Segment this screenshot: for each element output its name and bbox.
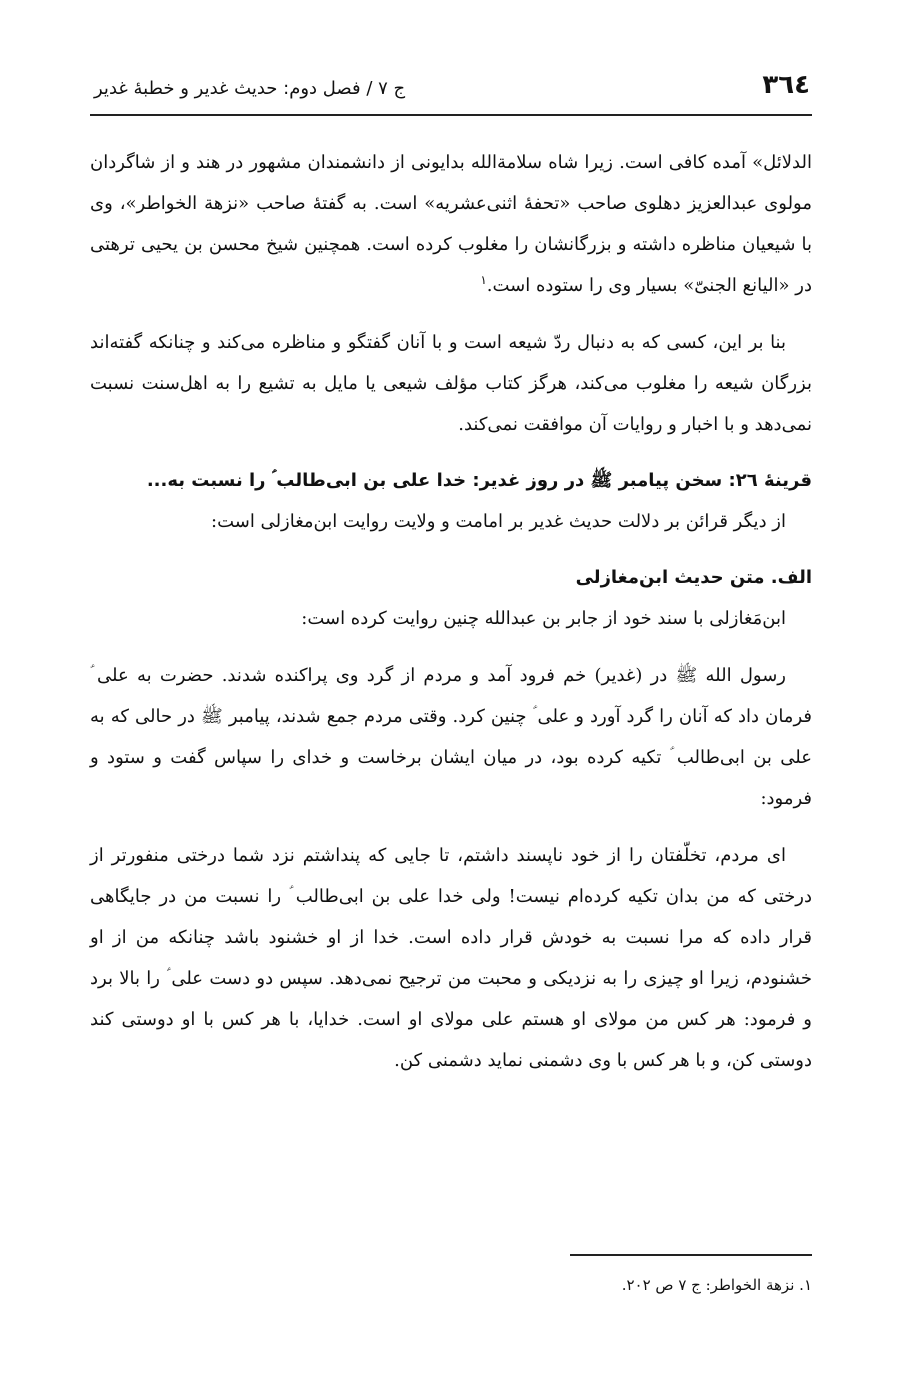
paragraph-1-text: الدلائل» آمده کافی است. زیرا شاه سلامة‌الله بدایونی از دانشمندان مشهور در هند و از شاگردان مولوی عبدالعزیز دهلوی صاحب «تحفۀ اثنی‌عشریه» است. به گفتۀ صاحب «نزهة الخواطر»، وی با شیعیان مناظره داشته و بزرگانشان را مغلوب کرده است. همچنین شیخ محسن بن یحیی ترهتی در «الیانع الجنیّ» بسیار وی را ستوده است. <box>90 152 812 296</box>
section-heading-alef: الف. متن حدیث ابن‌مغازلی <box>575 567 812 588</box>
footnote: ١. نزهة الخواطر: ج ٧ ص ٢٠٢. <box>621 1276 812 1294</box>
paragraph-4: ابن‌مَغازلی با سند خود از جابر بن عبدالله چنین روایت کرده است: <box>301 608 786 629</box>
body-text <box>90 142 812 1097</box>
section-heading-qarina: قرینۀ ٢٦: سخن پیامبر ﷺ در روز غدیر: خدا علی بن ابی‌طالب ؑ را نسبت به... <box>146 470 812 491</box>
running-title: ج ۷ / فصل دوم: حدیث غدیر و خطبۀ غدیر <box>94 78 406 99</box>
quote-paragraph-2: ای مردم، تخلّفتان را از خود ناپسند داشتم، تا جایی که پنداشتم نزد شما درختی منفورتر از درختی که من بدان تکیه کرده‌ام نیست! ولی خدا علی بن ابی‌طالب ؑ را نسبت من در جایگاهی قرار داده که مرا نسبت به خودش قرار داده است. خدا از او خشنود باشد چنانکه من از او خشنودم، زیرا او چیزی را به نزدیکی و محبت من ترجیح نمی‌دهد. سپس دو دست علی ؑ را بالا برد و فرمود: هر کس من مولای او هستم علی مولای او است. خدایا، با هر کس با او دوستی کند دوستی کن، و با هر کس با وی دشمنی نماید دشمنی کن. <box>90 845 812 1071</box>
quote-paragraph-1: رسول الله ﷺ در (غدیر) خم فرود آمد و مردم از گرد وی پراکنده شدند. حضرت به علی ؑ فرمان داد که آنان را گرد آورد و علی ؑ چنین کرد. وقتی مردم جمع شدند، پیامبر ﷺ در حالی که به علی بن ابی‌طالب ؑ تکیه کرده بود، در میان ایشان برخاست و خدای را سپاس گفت و ستود و فرمود: <box>90 665 812 809</box>
page-number: ٣٦٤ <box>762 70 810 100</box>
footnote-divider <box>570 1254 812 1256</box>
page-header <box>90 66 812 116</box>
footnote-marker: ١ <box>480 273 487 287</box>
paragraph-2: بنا بر این، کسی که به دنبال ردّ شیعه است و با آنان گفتگو و مناظره می‌کند و چنانکه گفته‌اند بزرگان شیعه را مغلوب می‌کند، هرگز کتاب مؤلف شیعی یا مایل به تشیع را به اهل‌سنت نسبت نمی‌دهد و با اخبار و روایات آن موافقت نمی‌کند. <box>90 332 812 435</box>
paragraph-1 <box>90 142 812 306</box>
paragraph-3: از دیگر قرائن بر دلالت حدیث غدیر بر امامت و ولایت روایت ابن‌مغازلی است: <box>211 511 786 532</box>
